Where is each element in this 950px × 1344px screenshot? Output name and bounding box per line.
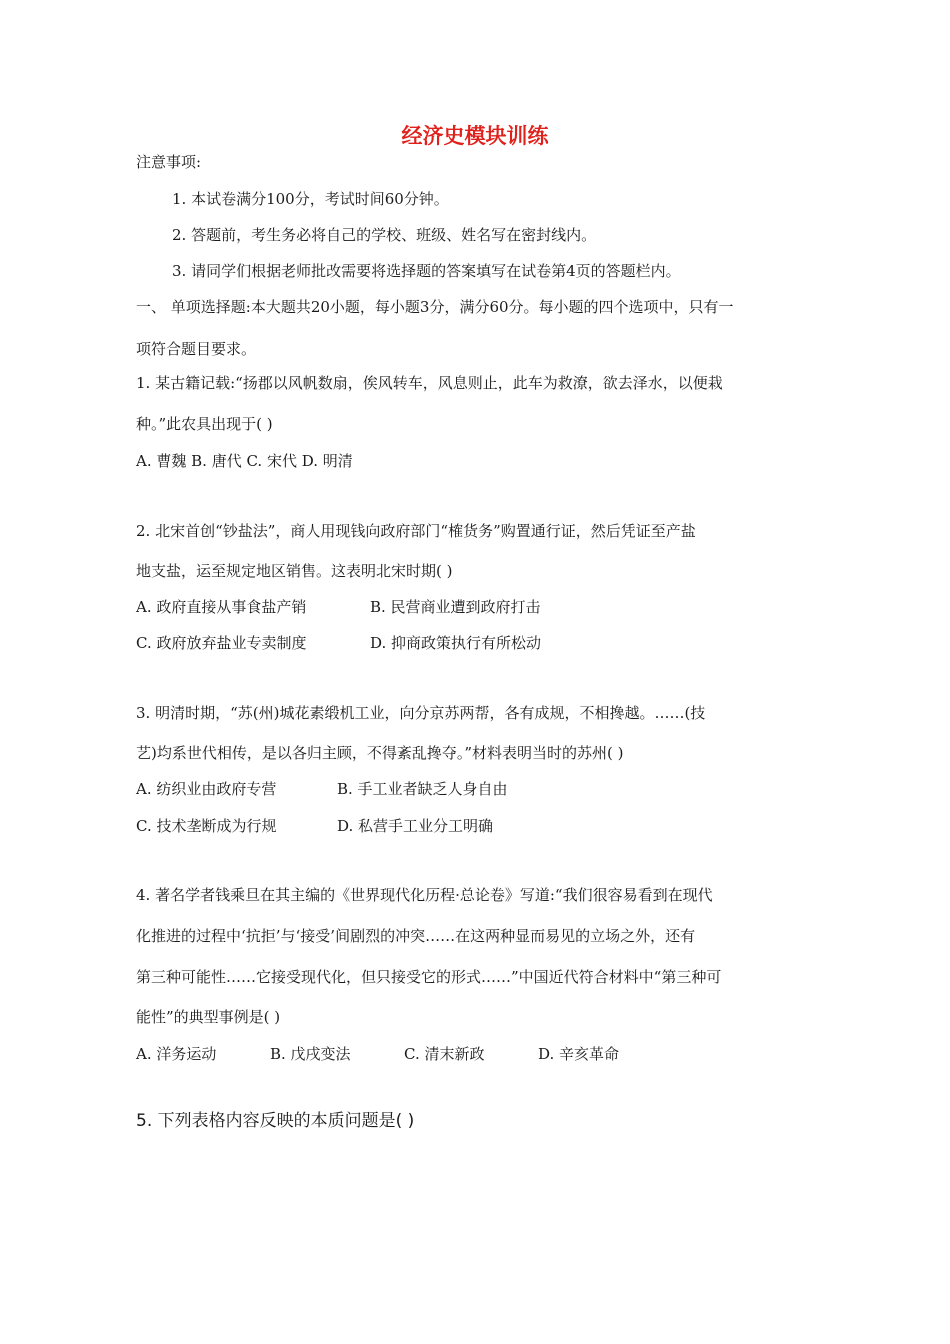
question-1-options: A. 曹魏 B. 唐代 C. 宋代 D. 明清 [136, 452, 353, 470]
notice-item-3: 3. 请同学们根据老师批改需要将选择题的答案填写在试卷第4页的答题栏内。 [172, 262, 681, 280]
question-2-line-1: 2. 北宋首创“钞盐法”，商人用现钱向政府部门“榷货务”购置通行证，然后凭证至产盐 [136, 522, 696, 540]
question-4-option-d: D. 辛亥革命 [538, 1045, 620, 1063]
question-1-line-1: 1. 某古籍记载:“扬郡以风帆数扇，俟风转车，风息则止，此车为救潦，欲去泽水，以便栽 [136, 374, 723, 392]
question-3-option-a: A. 纺织业由政府专营 [136, 780, 277, 798]
question-4-option-b: B. 戊戌变法 [270, 1045, 351, 1063]
question-4-options [136, 1044, 619, 1064]
question-2-option-a: A. 政府直接从事食盐产销 [136, 598, 307, 616]
question-2-options-row-1 [136, 597, 541, 617]
question-3-options-row-1 [136, 779, 508, 799]
notice-heading: 注意事项: [136, 153, 202, 171]
question-4-option-c: C. 清末新政 [404, 1045, 485, 1063]
section-instructions-line-2: 项符合题目要求。 [136, 340, 257, 358]
question-2-option-c: C. 政府放弃盐业专卖制度 [136, 634, 307, 652]
question-1-line-2: 种。”此农具出现于( ) [136, 415, 273, 433]
question-5-line-1: 5. 下列表格内容反映的本质问题是( ) [136, 1111, 415, 1131]
question-2-line-2: 地支盐，运至规定地区销售。这表明北宋时期( ) [136, 562, 453, 580]
question-4-line-4: 能性”的典型事例是( ) [136, 1008, 281, 1026]
notice-item-1: 1. 本试卷满分100分，考试时间60分钟。 [172, 190, 449, 208]
section-instructions-line-1: 一、 单项选择题:本大题共20小题，每小题3分，满分60分。每小题的四个选项中，只有一 [136, 298, 734, 316]
question-3-option-d: D. 私营手工业分工明确 [337, 817, 494, 835]
question-3-option-b: B. 手工业者缺乏人身自由 [337, 780, 508, 798]
question-4-line-2: 化推进的过程中‘抗拒’与‘接受’间剧烈的冲突……在这两种显而易见的立场之外，还有 [136, 927, 696, 945]
document-title: 经济史模块训练 [401, 124, 549, 148]
question-4-option-a: A. 洋务运动 [136, 1045, 217, 1063]
question-4-line-1: 4. 著名学者钱乘旦在其主编的《世界现代化历程·总论卷》写道:“我们很容易看到在现代 [136, 886, 713, 904]
notice-item-2: 2. 答题前，考生务必将自己的学校、班级、姓名写在密封线内。 [172, 226, 597, 244]
question-4-line-3: 第三种可能性……它接受现代化，但只接受它的形式……”中国近代符合材料中“第三种可 [136, 968, 722, 986]
question-3-option-c: C. 技术垄断成为行规 [136, 817, 277, 835]
question-2-option-d: D. 抑商政策执行有所松动 [370, 634, 542, 652]
question-2-option-b: B. 民营商业遭到政府打击 [370, 598, 541, 616]
question-3-line-1: 3. 明清时期，“苏(州)城花素缎机工业，向分京苏两帮，各有成规，不相搀越。……(技 [136, 704, 706, 722]
question-3-line-2: 艺)均系世代相传，是以各归主顾，不得紊乱搀夺。”材料表明当时的苏州( ) [136, 744, 624, 762]
question-3-options-row-2 [136, 816, 493, 836]
question-2-options-row-2 [136, 633, 541, 653]
